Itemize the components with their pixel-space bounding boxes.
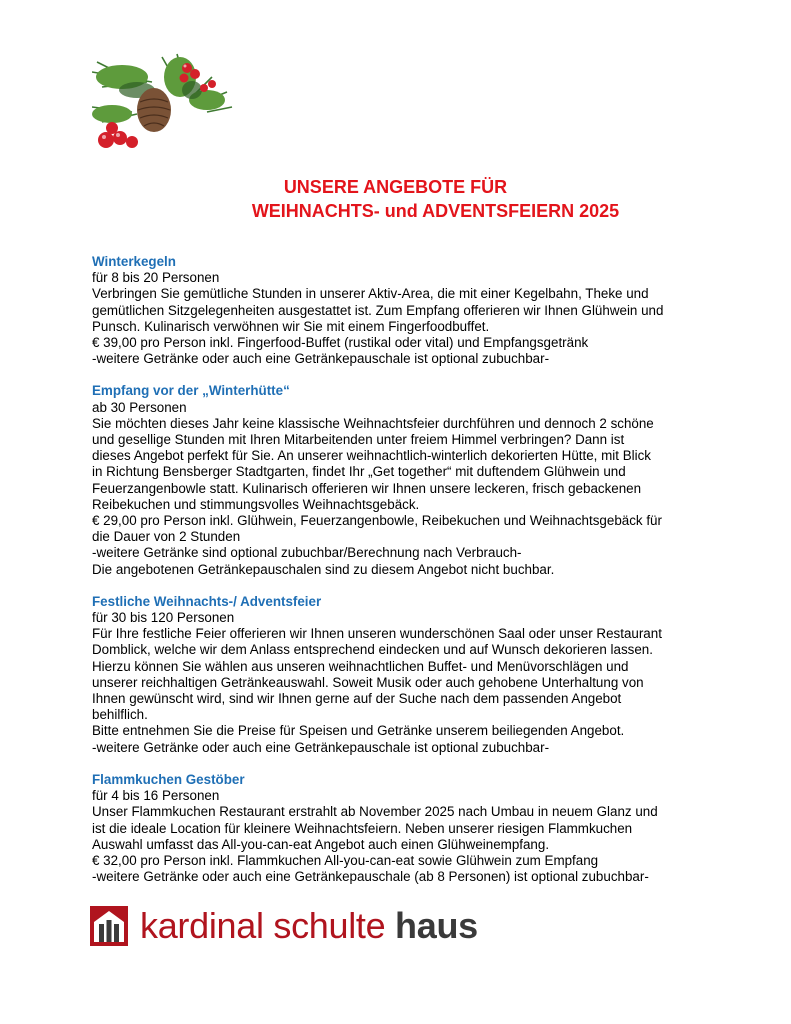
offer-line: ist die ideale Location für kleinere Weihnachtsfeiern. Neben unserer riesigen Flammkuchen <box>92 820 633 836</box>
christmas-decoration-image <box>92 52 242 150</box>
offer-heading: Flammkuchen Gestöber <box>92 771 245 787</box>
offer-line: die Dauer von 2 Stunden <box>92 529 241 545</box>
offer-line: Unser Flammkuchen Restaurant erstrahlt ab November 2025 nach Umbau in neuem Glanz und <box>92 804 658 820</box>
offer-line: dieses Angebot perfekt für Sie. An unserer weihnachtlich-winterlich dekorierten Hütte, mit Blick <box>92 448 651 464</box>
offer-line: für 4 bis 16 Personen <box>92 788 220 804</box>
offer-section-winterkegeln <box>92 254 712 367</box>
offer-line: Die angebotenen Getränkepauschalen sind zu diesem Angebot nicht buchbar. <box>92 561 555 577</box>
offer-heading: Festliche Weihnachts-/ Adventsfeier <box>92 593 322 609</box>
offer-line: unserer reichhaltigen Getränkeauswahl. Soweit Musik oder auch gehobene Unterhaltung von <box>92 674 644 690</box>
offer-line: für 8 bis 20 Personen <box>92 270 220 286</box>
offer-line: Auswahl umfasst das All-you-can-eat Angebot auch einen Glühweinempfang. <box>92 836 550 852</box>
offer-line: € 32,00 pro Person inkl. Flammkuchen All-you-can-eat sowie Glühwein zum Empfang <box>92 852 599 868</box>
offer-line: -weitere Getränke oder auch eine Getränkepauschale ist optional zubuchbar- <box>92 739 550 755</box>
logo-wordmark <box>140 904 478 948</box>
offer-section-flammkuchen <box>92 772 712 885</box>
offer-line: ab 30 Personen <box>92 399 187 415</box>
offer-line: für 30 bis 120 Personen <box>92 610 235 626</box>
kardinal-schulte-haus-logo <box>90 904 520 948</box>
offer-line: Für Ihre festliche Feier offerieren wir Ihnen unseren wunderschönen Saal oder unser Restaurant <box>92 626 662 642</box>
offer-line: -weitere Getränke oder auch eine Getränkepauschale (ab 8 Personen) ist optional zubuchbar- <box>92 869 649 885</box>
logo-text-bold: haus <box>395 905 478 946</box>
logo-text-red: kardinal schulte <box>140 905 396 946</box>
offers-list <box>92 254 712 901</box>
offer-line: € 39,00 pro Person inkl. Fingerfood-Buffet (rustikal oder vital) und Empfangsgetränk <box>92 335 589 351</box>
offer-line: -weitere Getränke oder auch eine Getränkepauschale ist optional zubuchbar- <box>92 351 550 367</box>
offer-line: Verbringen Sie gemütliche Stunden in unserer Aktiv-Area, die mit einer Kegelbahn, Theke und <box>92 286 649 302</box>
offer-line: behilflich. <box>92 707 148 723</box>
offer-line: Ihnen gewünscht wird, sind wir Ihnen gerne auf der Suche nach dem passenden Angebot <box>92 691 622 707</box>
offer-line: Domblick, welche wir dem Anlass entsprechend eindecken und auf Wunsch dekorieren lassen. <box>92 642 653 658</box>
page-title-line-1: UNSERE ANGEBOTE FÜR <box>283 177 508 197</box>
offer-heading: Winterkegeln <box>92 254 176 269</box>
offer-section-winterhuette <box>92 383 712 577</box>
page-title-line-2: WEIHNACHTS- und ADVENTSFEIERN 2025 <box>251 201 620 221</box>
offer-line: Hierzu können Sie wählen aus unseren weihnachtlichen Buffet- und Menüvorschlägen und <box>92 658 629 674</box>
offer-line: in Richtung Bensberger Stadtgarten, findet Ihr „Get together“ mit duftendem Glühwein und <box>92 464 626 480</box>
offer-line: Sie möchten dieses Jahr keine klassische Weihnachtsfeier durchführen und dennoch 2 schöne <box>92 415 654 431</box>
offer-line: und gesellige Stunden mit Ihren Mitarbeitenden unter freiem Himmel verbringen? Dann ist <box>92 432 625 448</box>
offer-line: Feuerzangenbowle statt. Kulinarisch offerieren wir Ihnen unsere leckeren, frisch gebackenen <box>92 480 642 496</box>
offer-line: Bitte entnehmen Sie die Preise für Speisen und Getränke unserem beiliegenden Angebot. <box>92 723 625 739</box>
offer-line: Reibekuchen und stimmungsvolles Weihnachtsgebäck. <box>92 496 420 512</box>
offer-heading: Empfang vor der „Winterhütte“ <box>92 383 290 399</box>
page-title <box>40 175 791 223</box>
offer-line: € 29,00 pro Person inkl. Glühwein, Feuerzangenbowle, Reibekuchen und Weihnachtsgebäck für <box>92 513 662 529</box>
offer-line: -weitere Getränke sind optional zubuchbar/Berechnung nach Verbrauch- <box>92 545 522 561</box>
offer-line: gemütlichen Sitzgelegenheiten ausgestattet ist. Zum Empfang offerieren wir Ihnen Glühwein und <box>92 302 664 318</box>
offer-section-festliche-feier <box>92 594 712 756</box>
building-logo-icon <box>90 906 128 946</box>
offer-line: Punsch. Kulinarisch verwöhnen wir Sie mit einem Fingerfoodbuffet. <box>92 318 490 334</box>
